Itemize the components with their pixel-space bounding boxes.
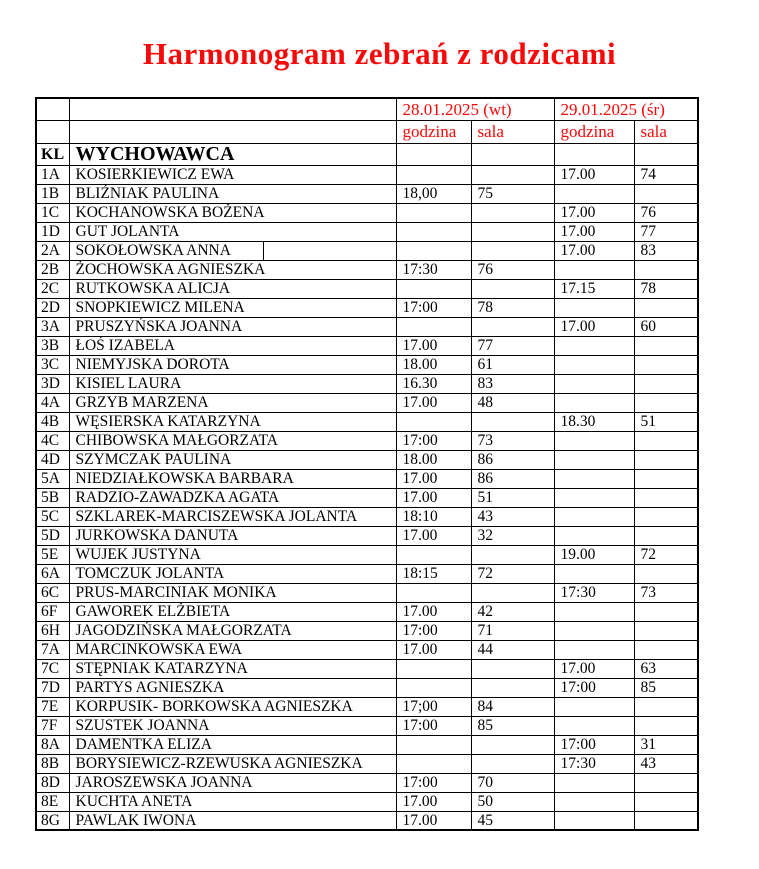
subheader-row xyxy=(36,120,698,143)
day2-time-cell xyxy=(554,640,634,659)
day1-room-cell xyxy=(471,659,554,678)
teacher-cell: SZYMCZAK PAULINA xyxy=(69,450,396,469)
day1-time-cell xyxy=(396,735,471,754)
class-cell: 2C xyxy=(36,279,69,298)
day2-time-cell: 17.15 xyxy=(554,279,634,298)
day2-room-cell: 83 xyxy=(634,241,698,260)
class-cell: 5E xyxy=(36,545,69,564)
day2-room-cell xyxy=(634,374,698,393)
day1-time-cell: 17.00 xyxy=(396,393,471,412)
day2-room-cell xyxy=(634,488,698,507)
day2-time-cell xyxy=(554,507,634,526)
teacher-cell: PRUSZYŃSKA JOANNA xyxy=(69,317,396,336)
day2-room-cell xyxy=(634,184,698,203)
teacher-cell: DAMENTKA ELIZA xyxy=(69,735,396,754)
day2-time-cell xyxy=(554,393,634,412)
day1-room-cell xyxy=(471,678,554,697)
empty-cell xyxy=(554,143,634,165)
day1-room-cell: 44 xyxy=(471,640,554,659)
day2-room-cell xyxy=(634,697,698,716)
day1-room-cell xyxy=(471,412,554,431)
table-row xyxy=(36,431,698,450)
day2-room-cell: 78 xyxy=(634,279,698,298)
day1-room-cell: 50 xyxy=(471,792,554,811)
teacher-cell: KOSIERKIEWICZ EWA xyxy=(69,165,396,184)
teacher-cell: WUJEK JUSTYNA xyxy=(69,545,396,564)
class-cell: 4B xyxy=(36,412,69,431)
table-row xyxy=(36,222,698,241)
table-row xyxy=(36,526,698,545)
class-cell: 6A xyxy=(36,564,69,583)
teacher-cell: BLIŹNIAK PAULINA xyxy=(69,184,396,203)
day1-room-cell xyxy=(471,583,554,602)
day1-time-cell: 17.00 xyxy=(396,602,471,621)
day1-time-cell xyxy=(396,165,471,184)
day1-time-cell: 17:00 xyxy=(396,298,471,317)
teacher-cell: JURKOWSKA DANUTA xyxy=(69,526,396,545)
table-row xyxy=(36,279,698,298)
day1-room-cell: 61 xyxy=(471,355,554,374)
table-row xyxy=(36,184,698,203)
empty-cell xyxy=(396,143,471,165)
class-cell: 3A xyxy=(36,317,69,336)
class-cell: 5D xyxy=(36,526,69,545)
day1-time-cell xyxy=(396,222,471,241)
table-row xyxy=(36,545,698,564)
day1-room-cell xyxy=(471,754,554,773)
teacher-cell: CHIBOWSKA MAŁGORZATA xyxy=(69,431,396,450)
day1-room-cell: 45 xyxy=(471,811,554,830)
table-row xyxy=(36,621,698,640)
day1-time-cell xyxy=(396,659,471,678)
date-header-row xyxy=(36,98,698,120)
day1-room-cell: 76 xyxy=(471,260,554,279)
table-row xyxy=(36,507,698,526)
table-row xyxy=(36,241,698,260)
class-cell: 8D xyxy=(36,773,69,792)
day1-time-cell: 17:00 xyxy=(396,773,471,792)
day2-time-cell xyxy=(554,811,634,830)
day2-room-cell xyxy=(634,773,698,792)
day1-time-cell: 17.00 xyxy=(396,526,471,545)
day2-time-cell xyxy=(554,792,634,811)
teacher-cell: RUTKOWSKA ALICJA xyxy=(69,279,396,298)
day1-room-cell: 71 xyxy=(471,621,554,640)
day2-room-cell xyxy=(634,260,698,279)
teacher-cell: TOMCZUK JOLANTA xyxy=(69,564,396,583)
day1-time-cell: 17:00 xyxy=(396,431,471,450)
table-row xyxy=(36,355,698,374)
date-day2: 29.01.2025 (śr) xyxy=(554,98,698,120)
day2-room-cell: 60 xyxy=(634,317,698,336)
day1-time-cell: 17:00 xyxy=(396,716,471,735)
table-row xyxy=(36,203,698,222)
table-row xyxy=(36,697,698,716)
teacher-cell: PARTYS AGNIESZKA xyxy=(69,678,396,697)
day1-room-cell: 84 xyxy=(471,697,554,716)
class-cell: 5A xyxy=(36,469,69,488)
day2-room-cell: 76 xyxy=(634,203,698,222)
day2-room-cell xyxy=(634,716,698,735)
class-cell: 3C xyxy=(36,355,69,374)
class-cell: 6F xyxy=(36,602,69,621)
day1-room-cell: 75 xyxy=(471,184,554,203)
day1-time-cell: 17.00 xyxy=(396,336,471,355)
day2-room-cell: 74 xyxy=(634,165,698,184)
class-cell: 1C xyxy=(36,203,69,222)
teacher-cell: RADZIO-ZAWADZKA AGATA xyxy=(69,488,396,507)
day2-time-cell: 17.00 xyxy=(554,222,634,241)
day2-room-cell xyxy=(634,355,698,374)
class-cell: 7F xyxy=(36,716,69,735)
day1-time-cell: 17.00 xyxy=(396,811,471,830)
column-title-row xyxy=(36,143,698,165)
day1-room-cell: 51 xyxy=(471,488,554,507)
day1-time-cell: 17:00 xyxy=(396,621,471,640)
class-cell: 4D xyxy=(36,450,69,469)
day2-time-cell xyxy=(554,564,634,583)
table-row xyxy=(36,773,698,792)
day2-time-cell: 17.00 xyxy=(554,659,634,678)
day1-time-cell: 17:30 xyxy=(396,260,471,279)
teacher-cell: GRZYB MARZENA xyxy=(69,393,396,412)
day2-time-cell: 19.00 xyxy=(554,545,634,564)
day2-time-cell: 17.00 xyxy=(554,317,634,336)
day2-room-cell: 72 xyxy=(634,545,698,564)
table-row xyxy=(36,716,698,735)
class-cell: 3B xyxy=(36,336,69,355)
day2-time-cell xyxy=(554,526,634,545)
class-cell: 4A xyxy=(36,393,69,412)
teacher-cell: ŁOŚ IZABELA xyxy=(69,336,396,355)
empty-cell xyxy=(36,98,69,120)
day1-room-cell xyxy=(471,165,554,184)
table-row xyxy=(36,260,698,279)
class-cell: 8E xyxy=(36,792,69,811)
teacher-cell: KUCHTA ANETA xyxy=(69,792,396,811)
table-row xyxy=(36,735,698,754)
table-row xyxy=(36,393,698,412)
day2-time-cell xyxy=(554,697,634,716)
teacher-cell: NIEMYJSKA DOROTA xyxy=(69,355,396,374)
day1-time-cell: 18.00 xyxy=(396,450,471,469)
day2-time-cell xyxy=(554,716,634,735)
class-cell: 3D xyxy=(36,374,69,393)
day1-room-cell: 32 xyxy=(471,526,554,545)
day2-room-cell xyxy=(634,621,698,640)
day1-room-cell: 86 xyxy=(471,469,554,488)
teacher-cell: NIEDZIAŁKOWSKA BARBARA xyxy=(69,469,396,488)
class-cell: 4C xyxy=(36,431,69,450)
day1-time-cell: 17.00 xyxy=(396,640,471,659)
day1-time-cell xyxy=(396,678,471,697)
day1-room-cell xyxy=(471,241,554,260)
day1-time-cell: 17.00 xyxy=(396,488,471,507)
class-cell: 5B xyxy=(36,488,69,507)
table-body xyxy=(36,165,698,830)
day2-time-cell: 18.30 xyxy=(554,412,634,431)
day2-room-label: sala xyxy=(634,120,698,143)
kl-header: KL xyxy=(36,143,69,165)
day1-room-cell: 83 xyxy=(471,374,554,393)
class-cell: 7D xyxy=(36,678,69,697)
day2-room-cell xyxy=(634,507,698,526)
class-cell: 1A xyxy=(36,165,69,184)
class-cell: 6C xyxy=(36,583,69,602)
day2-room-cell xyxy=(634,526,698,545)
day2-room-cell xyxy=(634,792,698,811)
day2-room-cell: 43 xyxy=(634,754,698,773)
class-cell: 8B xyxy=(36,754,69,773)
table-row xyxy=(36,412,698,431)
teacher-cell: KISIEL LAURA xyxy=(69,374,396,393)
table-row xyxy=(36,583,698,602)
day2-time-cell xyxy=(554,450,634,469)
teacher-cell: KOCHANOWSKA BOŻENA xyxy=(69,203,396,222)
day2-time-cell xyxy=(554,488,634,507)
day1-room-cell: 72 xyxy=(471,564,554,583)
day1-room-cell: 73 xyxy=(471,431,554,450)
day1-time-label: godzina xyxy=(396,120,471,143)
day2-room-cell: 85 xyxy=(634,678,698,697)
table-row xyxy=(36,754,698,773)
teacher-cell: GAWOREK ELŻBIETA xyxy=(69,602,396,621)
day1-time-cell xyxy=(396,317,471,336)
teacher-cell: PAWLAK IWONA xyxy=(69,811,396,830)
day2-room-cell xyxy=(634,469,698,488)
day1-time-cell: 18,00 xyxy=(396,184,471,203)
class-cell: 2D xyxy=(36,298,69,317)
day1-time-cell xyxy=(396,583,471,602)
class-cell: 2B xyxy=(36,260,69,279)
table-row xyxy=(36,488,698,507)
day2-room-cell xyxy=(634,602,698,621)
class-cell: 8A xyxy=(36,735,69,754)
teacher-cell: WĘSIERSKA KATARZYNA xyxy=(69,412,396,431)
table-row xyxy=(36,450,698,469)
teacher-cell: PRUS-MARCINIAK MONIKA xyxy=(69,583,396,602)
day1-room-cell xyxy=(471,222,554,241)
day1-room-cell: 85 xyxy=(471,716,554,735)
day2-time-cell xyxy=(554,773,634,792)
day1-room-cell xyxy=(471,317,554,336)
day2-room-cell xyxy=(634,336,698,355)
table-row xyxy=(36,640,698,659)
day2-time-cell xyxy=(554,336,634,355)
table-row xyxy=(36,374,698,393)
day2-room-cell xyxy=(634,431,698,450)
class-cell: 5C xyxy=(36,507,69,526)
day2-time-cell xyxy=(554,431,634,450)
teacher-cell: MARCINKOWSKA EWA xyxy=(69,640,396,659)
empty-cell xyxy=(634,143,698,165)
day1-room-cell: 42 xyxy=(471,602,554,621)
day1-time-cell xyxy=(396,203,471,222)
day2-time-cell xyxy=(554,298,634,317)
teacher-cell: SZKLAREK-MARCISZEWSKA JOLANTA xyxy=(69,507,396,526)
class-cell: 1D xyxy=(36,222,69,241)
day2-room-cell xyxy=(634,811,698,830)
class-cell: 1B xyxy=(36,184,69,203)
day1-time-cell xyxy=(396,279,471,298)
day1-time-cell: 16.30 xyxy=(396,374,471,393)
class-cell: 6H xyxy=(36,621,69,640)
day2-time-cell xyxy=(554,602,634,621)
day1-time-cell xyxy=(396,545,471,564)
day2-room-cell xyxy=(634,450,698,469)
day2-room-cell xyxy=(634,640,698,659)
day1-room-cell: 77 xyxy=(471,336,554,355)
day2-time-cell xyxy=(554,355,634,374)
day2-room-cell xyxy=(634,298,698,317)
day1-room-cell: 43 xyxy=(471,507,554,526)
day1-time-cell: 18:10 xyxy=(396,507,471,526)
teacher-cell: KORPUSIK- BORKOWSKA AGNIESZKA xyxy=(69,697,396,716)
day1-time-cell: 17.00 xyxy=(396,792,471,811)
class-cell: 7C xyxy=(36,659,69,678)
day2-time-cell xyxy=(554,184,634,203)
day2-time-cell: 17.00 xyxy=(554,241,634,260)
day1-room-cell xyxy=(471,203,554,222)
day2-room-cell xyxy=(634,393,698,412)
date-day1: 28.01.2025 (wt) xyxy=(396,98,554,120)
table-row xyxy=(36,602,698,621)
empty-cell xyxy=(36,120,69,143)
teacher-cell: SZUSTEK JOANNA xyxy=(69,716,396,735)
class-cell: 8G xyxy=(36,811,69,830)
day2-room-cell: 63 xyxy=(634,659,698,678)
day1-time-cell xyxy=(396,241,471,260)
day1-room-cell: 70 xyxy=(471,773,554,792)
wychowawca-header: WYCHOWAWCA xyxy=(69,143,396,165)
table-row xyxy=(36,678,698,697)
table-row xyxy=(36,317,698,336)
class-cell: 2A xyxy=(36,241,69,260)
day2-room-cell: 77 xyxy=(634,222,698,241)
teacher-cell: JAROSZEWSKA JOANNA xyxy=(69,773,396,792)
day1-room-label: sala xyxy=(471,120,554,143)
day2-time-cell xyxy=(554,469,634,488)
day1-room-cell xyxy=(471,279,554,298)
page-title: Harmonogram zebrań z rodzicami xyxy=(142,36,617,71)
day2-time-cell: 17.00 xyxy=(554,165,634,184)
day1-time-cell: 18:15 xyxy=(396,564,471,583)
table-row xyxy=(36,811,698,830)
day2-time-cell xyxy=(554,621,634,640)
day2-time-cell: 17:00 xyxy=(554,735,634,754)
teacher-cell: JAGODZIŃSKA MAŁGORZATA xyxy=(69,621,396,640)
table-row xyxy=(36,792,698,811)
teacher-cell: ŻOCHOWSKA AGNIESZKA xyxy=(69,260,396,279)
day2-time-cell xyxy=(554,260,634,279)
day2-time-cell: 17:00 xyxy=(554,678,634,697)
day1-time-cell xyxy=(396,412,471,431)
empty-cell xyxy=(69,120,396,143)
day2-room-cell: 73 xyxy=(634,583,698,602)
table-row xyxy=(36,469,698,488)
day1-room-cell: 78 xyxy=(471,298,554,317)
empty-cell xyxy=(69,98,396,120)
day1-room-cell: 86 xyxy=(471,450,554,469)
empty-cell xyxy=(471,143,554,165)
schedule-table xyxy=(35,97,699,831)
day2-time-cell xyxy=(554,374,634,393)
day2-time-cell: 17:30 xyxy=(554,754,634,773)
day1-room-cell xyxy=(471,545,554,564)
teacher-cell: STĘPNIAK KATARZYNA xyxy=(69,659,396,678)
class-cell: 7E xyxy=(36,697,69,716)
table-row xyxy=(36,165,698,184)
day2-time-cell: 17.00 xyxy=(554,203,634,222)
table-row xyxy=(36,336,698,355)
table-row xyxy=(36,298,698,317)
teacher-cell: BORYSIEWICZ-RZEWUSKA AGNIESZKA xyxy=(69,754,396,773)
day2-room-cell xyxy=(634,564,698,583)
teacher-cell: SOKOŁOWSKA ANNA xyxy=(69,241,396,260)
day2-room-cell: 31 xyxy=(634,735,698,754)
day1-time-cell xyxy=(396,754,471,773)
day1-room-cell xyxy=(471,735,554,754)
day1-time-cell: 17;00 xyxy=(396,697,471,716)
day1-room-cell: 48 xyxy=(471,393,554,412)
day1-time-cell: 17.00 xyxy=(396,469,471,488)
day2-room-cell: 51 xyxy=(634,412,698,431)
table-header xyxy=(36,98,698,165)
day2-time-cell: 17:30 xyxy=(554,583,634,602)
day2-time-label: godzina xyxy=(554,120,634,143)
teacher-cell: SNOPKIEWICZ MILENA xyxy=(69,298,396,317)
class-cell: 7A xyxy=(36,640,69,659)
teacher-cell: GUT JOLANTA xyxy=(69,222,396,241)
table-row xyxy=(36,659,698,678)
table-row xyxy=(36,564,698,583)
day1-time-cell: 18.00 xyxy=(396,355,471,374)
